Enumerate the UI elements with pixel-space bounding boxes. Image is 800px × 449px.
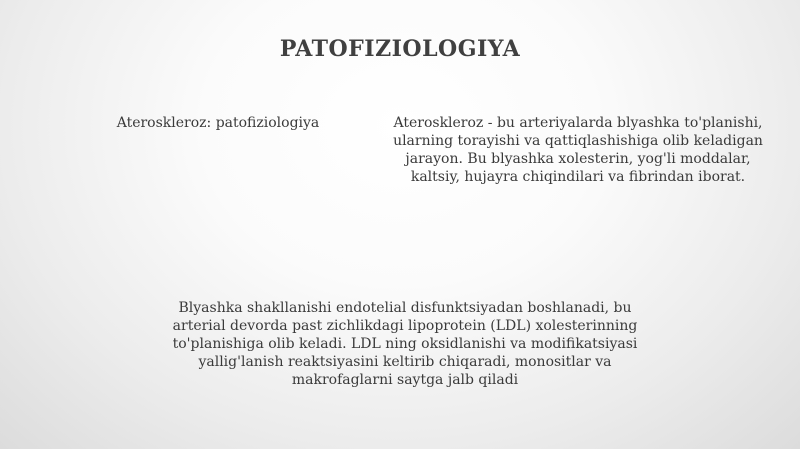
slide-title: PATOFIZIOLOGIYA [279, 36, 521, 62]
left-text-box: Ateroskleroz: patofiziologiya [116, 115, 320, 131]
right-text-box: Ateroskleroz - bu arteriyalarda blyashka to'planishi, ularning torayishi va qattiqlashishiga olib keladigan jarayon. Bu blyashka xolesterin, yog'li moddalar, kaltsiy, hujayra chiqindilari va fibrindan iborat. [393, 115, 763, 185]
bottom-text-box: Blyashka shakllanishi endotelial disfunktsiyadan boshlanadi, bu arterial devorda past zichlikdagi lipoprotein (LDL) xolesterinning to'planishiga olib keladi. LDL ning oksidlanishi va modifikatsiyasi yallig'lanish reaktsiyasini keltirib chiqaradi, monositlar va makrofaglarni saytga jalb qiladi [172, 300, 638, 388]
